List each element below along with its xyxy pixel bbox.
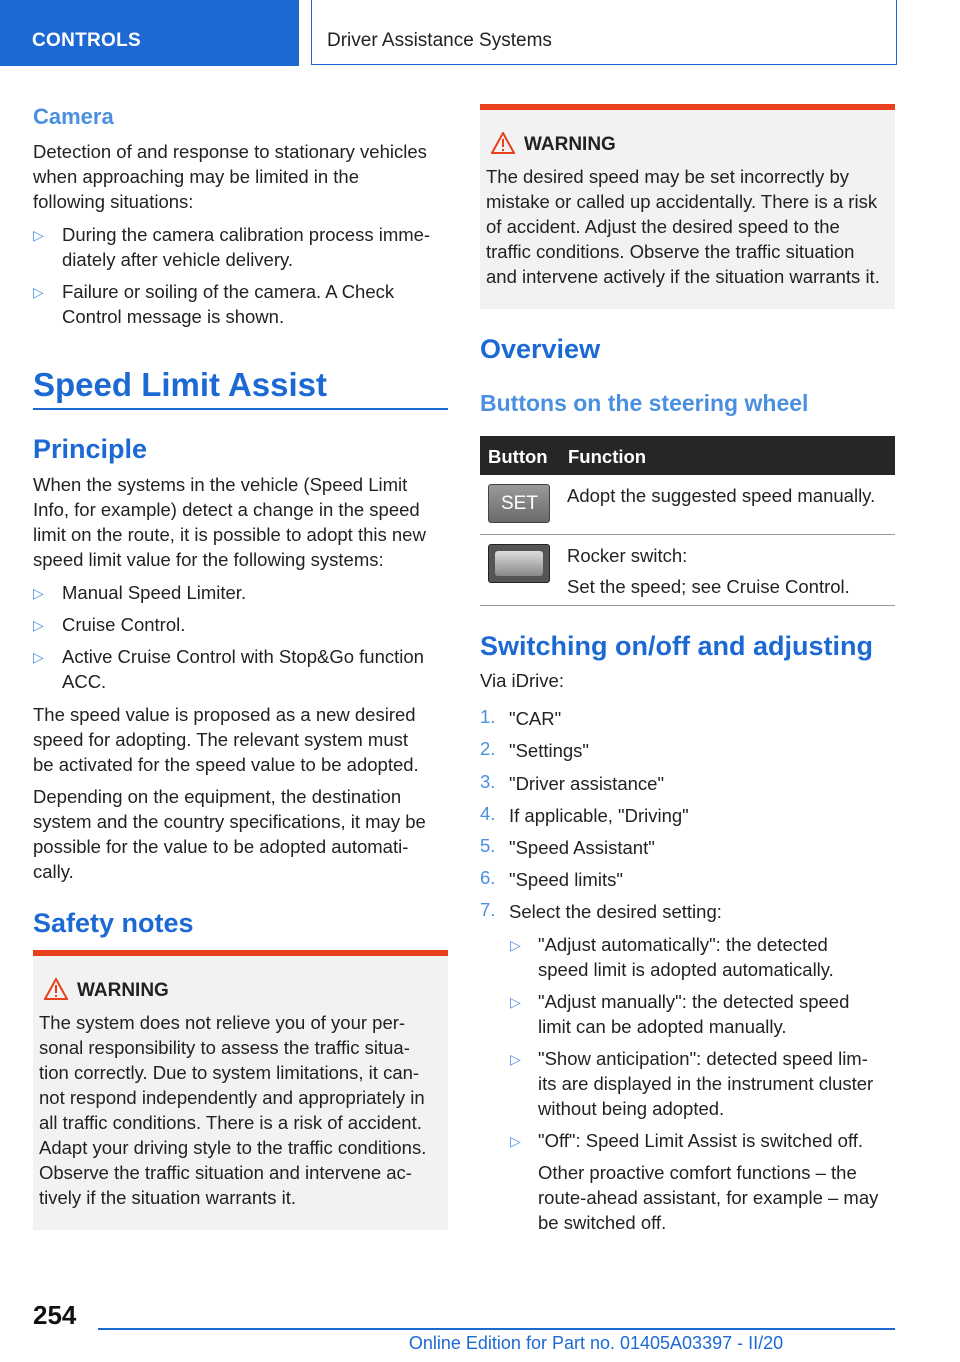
warning-text-line: not respond independently and appropriately in [39, 1087, 425, 1108]
step-number: 6. [480, 867, 496, 888]
warning-text-line: mistake or called up accidentally. There is a risk [486, 191, 878, 212]
bullet-triangle-icon: ▷ [33, 649, 44, 665]
warning-box-left [33, 950, 448, 1230]
principle-bullet-line: ACC. [62, 671, 107, 692]
sub-bullet-line: "Show anticipation": detected speed lim- [538, 1048, 868, 1069]
bullet-triangle-icon: ▷ [510, 994, 521, 1010]
warning-triangle-icon [44, 978, 68, 1000]
section-title: Speed Limit Assist [33, 366, 328, 403]
step-text: "Speed Assistant" [509, 837, 655, 858]
step-number: 7. [480, 899, 496, 920]
table-row [480, 535, 895, 606]
step-number: 2. [480, 738, 496, 759]
principle-text-line: When the systems in the vehicle (Speed Limit [33, 474, 408, 495]
step-number: 4. [480, 803, 496, 824]
camera-bullet-line: diately after vehicle delivery. [62, 249, 294, 270]
para1-line: The speed value is proposed as a new desired [33, 704, 416, 725]
switching-heading: Switching on/off and adjusting [480, 631, 873, 661]
camera-bullet-line: Failure or soiling of the camera. A Check [62, 281, 395, 302]
header-section-tab [0, 0, 299, 66]
warning-text-line: all traffic conditions. There is a risk of accident. [39, 1112, 422, 1133]
camera-bullet-line: Control message is shown. [62, 306, 285, 327]
set-button-icon-label: SET [501, 493, 538, 514]
off-note-line: be switched off. [538, 1212, 667, 1233]
warning-text-line: traffic conditions. Observe the traffic situation [486, 241, 855, 262]
step-number: 3. [480, 771, 496, 792]
principle-text-line: limit on the route, it is possible to adopt this new [33, 524, 426, 545]
rocker-switch-icon-face [495, 551, 543, 576]
camera-heading: Camera [33, 104, 114, 129]
footer-rule [98, 1328, 895, 1330]
warning-bar [480, 104, 895, 110]
principle-text-line: speed limit value for the following systems: [33, 549, 384, 570]
principle-bullet-line: Cruise Control. [62, 614, 186, 635]
safety-heading: Safety notes [33, 908, 194, 938]
para2-line: cally. [33, 861, 74, 882]
set-button-icon [488, 484, 550, 523]
camera-bullet-line: During the camera calibration process imme- [62, 224, 431, 245]
principle-text-line: Info, for example) detect a change in the speed [33, 499, 420, 520]
table-header-button: Button [488, 446, 548, 467]
rocker-switch-icon [488, 544, 550, 583]
warning-text-line: of accident. Adjust the desired speed to the [486, 216, 840, 237]
para2-line: possible for the value to be adopted automati- [33, 836, 409, 857]
warning-text-line: The desired speed may be set incorrectly by [486, 166, 849, 187]
camera-intro-line: following situations: [33, 191, 194, 212]
bullet-triangle-icon: ▷ [510, 1051, 521, 1067]
header-section-label: CONTROLS [32, 30, 142, 51]
sub-bullet-line: "Adjust automatically": the detected [538, 934, 828, 955]
step-text: "Speed limits" [509, 869, 623, 890]
warning-text-line: Adapt your driving style to the traffic conditions. [39, 1137, 427, 1158]
header-chapter-label: Driver Assistance Systems [327, 30, 552, 51]
bullet-triangle-icon: ▷ [510, 1133, 521, 1149]
table-header [480, 436, 895, 475]
bullet-triangle-icon: ▷ [33, 617, 44, 633]
step-text: "CAR" [509, 708, 562, 729]
step-text: "Driver assistance" [509, 773, 665, 794]
para1-line: speed for adopting. The relevant system must [33, 729, 408, 750]
table-header-function: Function [568, 446, 647, 467]
footer-edition: Online Edition for Part no. 01405A03397 - II/20 [408, 1333, 784, 1353]
buttons-heading: Buttons on the steering wheel [480, 390, 809, 416]
camera-intro-line: when approaching may be limited in the [33, 166, 359, 187]
para2-line: system and the country specifications, it may be [33, 811, 426, 832]
warning-text-line: Observe the traffic situation and intervene ac- [39, 1162, 412, 1183]
table-row [480, 475, 895, 535]
warning-text-line: and intervene actively if the situation warrants it. [486, 266, 880, 287]
page-number: 254 [33, 1300, 77, 1330]
principle-heading: Principle [33, 434, 148, 464]
bullet-triangle-icon: ▷ [510, 937, 521, 953]
warning-box-right [480, 104, 895, 309]
bullet-triangle-icon: ▷ [33, 284, 44, 300]
section-title-rule [33, 408, 448, 410]
bullet-triangle-icon: ▷ [33, 227, 44, 243]
warning-text-line: The system does not relieve you of your per- [39, 1012, 406, 1033]
principle-bullet-line: Active Cruise Control with Stop&Go function [62, 646, 424, 667]
para1-line: be activated for the speed value to be adopted. [33, 754, 419, 775]
step-number: 5. [480, 835, 496, 856]
sub-bullet-line: "Off": Speed Limit Assist is switched off. [538, 1130, 864, 1151]
warning-text-line: tively if the situation warrants it. [39, 1187, 297, 1208]
overview-heading: Overview [480, 334, 601, 364]
warning-text-line: tion correctly. Due to system limitations, it can- [39, 1062, 420, 1083]
warning-label: WARNING [77, 980, 169, 1001]
header-chapter-box [311, 0, 897, 65]
sub-bullet-line: its are displayed in the instrument cluster [538, 1073, 874, 1094]
sub-bullet-line: "Adjust manually": the detected speed [538, 991, 850, 1012]
step-text: "Settings" [509, 740, 589, 761]
off-note-line: Other proactive comfort functions – the [538, 1162, 857, 1183]
step-number: 1. [480, 706, 496, 727]
sub-bullet-line: limit can be adopted manually. [538, 1016, 787, 1037]
para2-line: Depending on the equipment, the destination [33, 786, 402, 807]
principle-bullet-line: Manual Speed Limiter. [62, 582, 247, 603]
warning-label: WARNING [524, 134, 616, 155]
sub-bullet-line: speed limit is adopted automatically. [538, 959, 834, 980]
bullet-triangle-icon: ▷ [33, 585, 44, 601]
table-row-function: Set the speed; see Cruise Control. [567, 576, 850, 597]
warning-triangle-icon [491, 132, 515, 154]
camera-intro-line: Detection of and response to stationary vehicles [33, 141, 427, 162]
off-note-line: route-ahead assistant, for example – may [538, 1187, 879, 1208]
table-row-function: Rocker switch: [567, 545, 688, 566]
sub-bullet-line: without being adopted. [538, 1098, 725, 1119]
warning-bar [33, 950, 448, 956]
step-text: Select the desired setting: [509, 901, 722, 922]
step-text: If applicable, "Driving" [509, 805, 689, 826]
warning-text-line: sonal responsibility to assess the traffic situa- [39, 1037, 410, 1058]
table-row-function: Adopt the suggested speed manually. [567, 485, 876, 506]
via-idrive: Via iDrive: [480, 670, 564, 691]
